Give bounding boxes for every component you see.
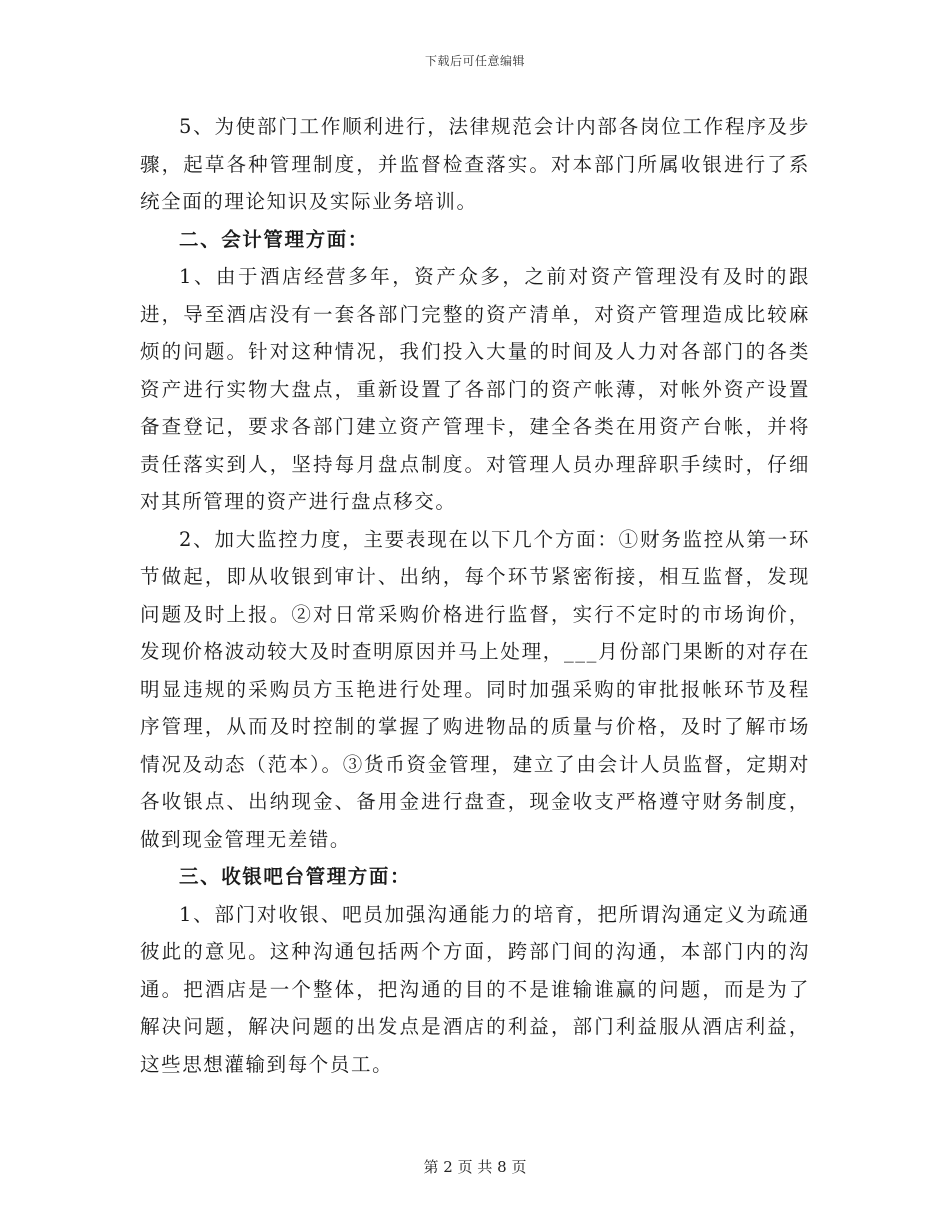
paragraph-communication: 1、部门对收银、吧员加强沟通能力的培育，把所谓沟通定义为疏通彼此的意见。这种沟通包括两个方面，跨部门间的沟通，本部门内的沟通。把酒店是一个整体，把沟通的目的不是谁输谁赢的问题，而是为了解决问题，解决问题的出发点是酒店的利益，部门利益服从酒店利益，这些思想灌输到每个员工。 [140,902,810,1076]
page-header: 下载后可任意编辑 [424,54,525,68]
page-number: 第 2 页 共 8 页 [423,1158,527,1176]
section-heading-cashier-bar-management: 三、收银吧台管理方面： [179,865,412,888]
paragraph-asset-management: 1、由于酒店经营多年，资产众多，之前对资产管理没有及时的跟进，导至酒店没有一套各部门完整的资产清单，对资产管理造成比较麻烦的问题。针对这种情况，我们投入大量的时间及人力对各部门的各类资产进行实物大盘点，重新设置了各部门的资产帐薄，对帐外资产设置备查登记，要求各部门建立资产管理卡，建全各类在用资产台帐，并将责任落实到人，坚持每月盘点制度。对管理人员办理辞职手续时，仔细对其所管理的资产进行盘点移交。 [140,265,810,513]
document-body [140,108,810,1083]
paragraph-item-5: 5、为使部门工作顺利进行，法律规范会计内部各岗位工作程序及步骤，起草各种管理制度，并监督检查落实。对本部门所属收银进行了系统全面的理论知识及实际业务培训。 [140,115,810,213]
paragraph-monitoring: 2、加大监控力度，主要表现在以下几个方面：①财务监控从第一环节做起，即从收银到审计、出纳，每个环节紧密衔接，相互监督，发现问题及时上报。②对日常采购价格进行监督，实行不定时的市场询价，发现价格波动较大及时查明原因并马上处理，___月份部门果断的对存在明显违规的采购员方玉艳进行处理。同时加强采购的审批报帐环节及程序管理，从而及时控制的掌握了购进物品的质量与价格，及时了解市场情况及动态（范本）。③货币资金管理，建立了由会计人员监督，定期对各收银点、出纳现金、备用金进行盘查，现金收支严格遵守财务制度，做到现金管理无差错。 [140,527,810,851]
section-heading-accounting-management: 二、会计管理方面： [179,227,369,251]
